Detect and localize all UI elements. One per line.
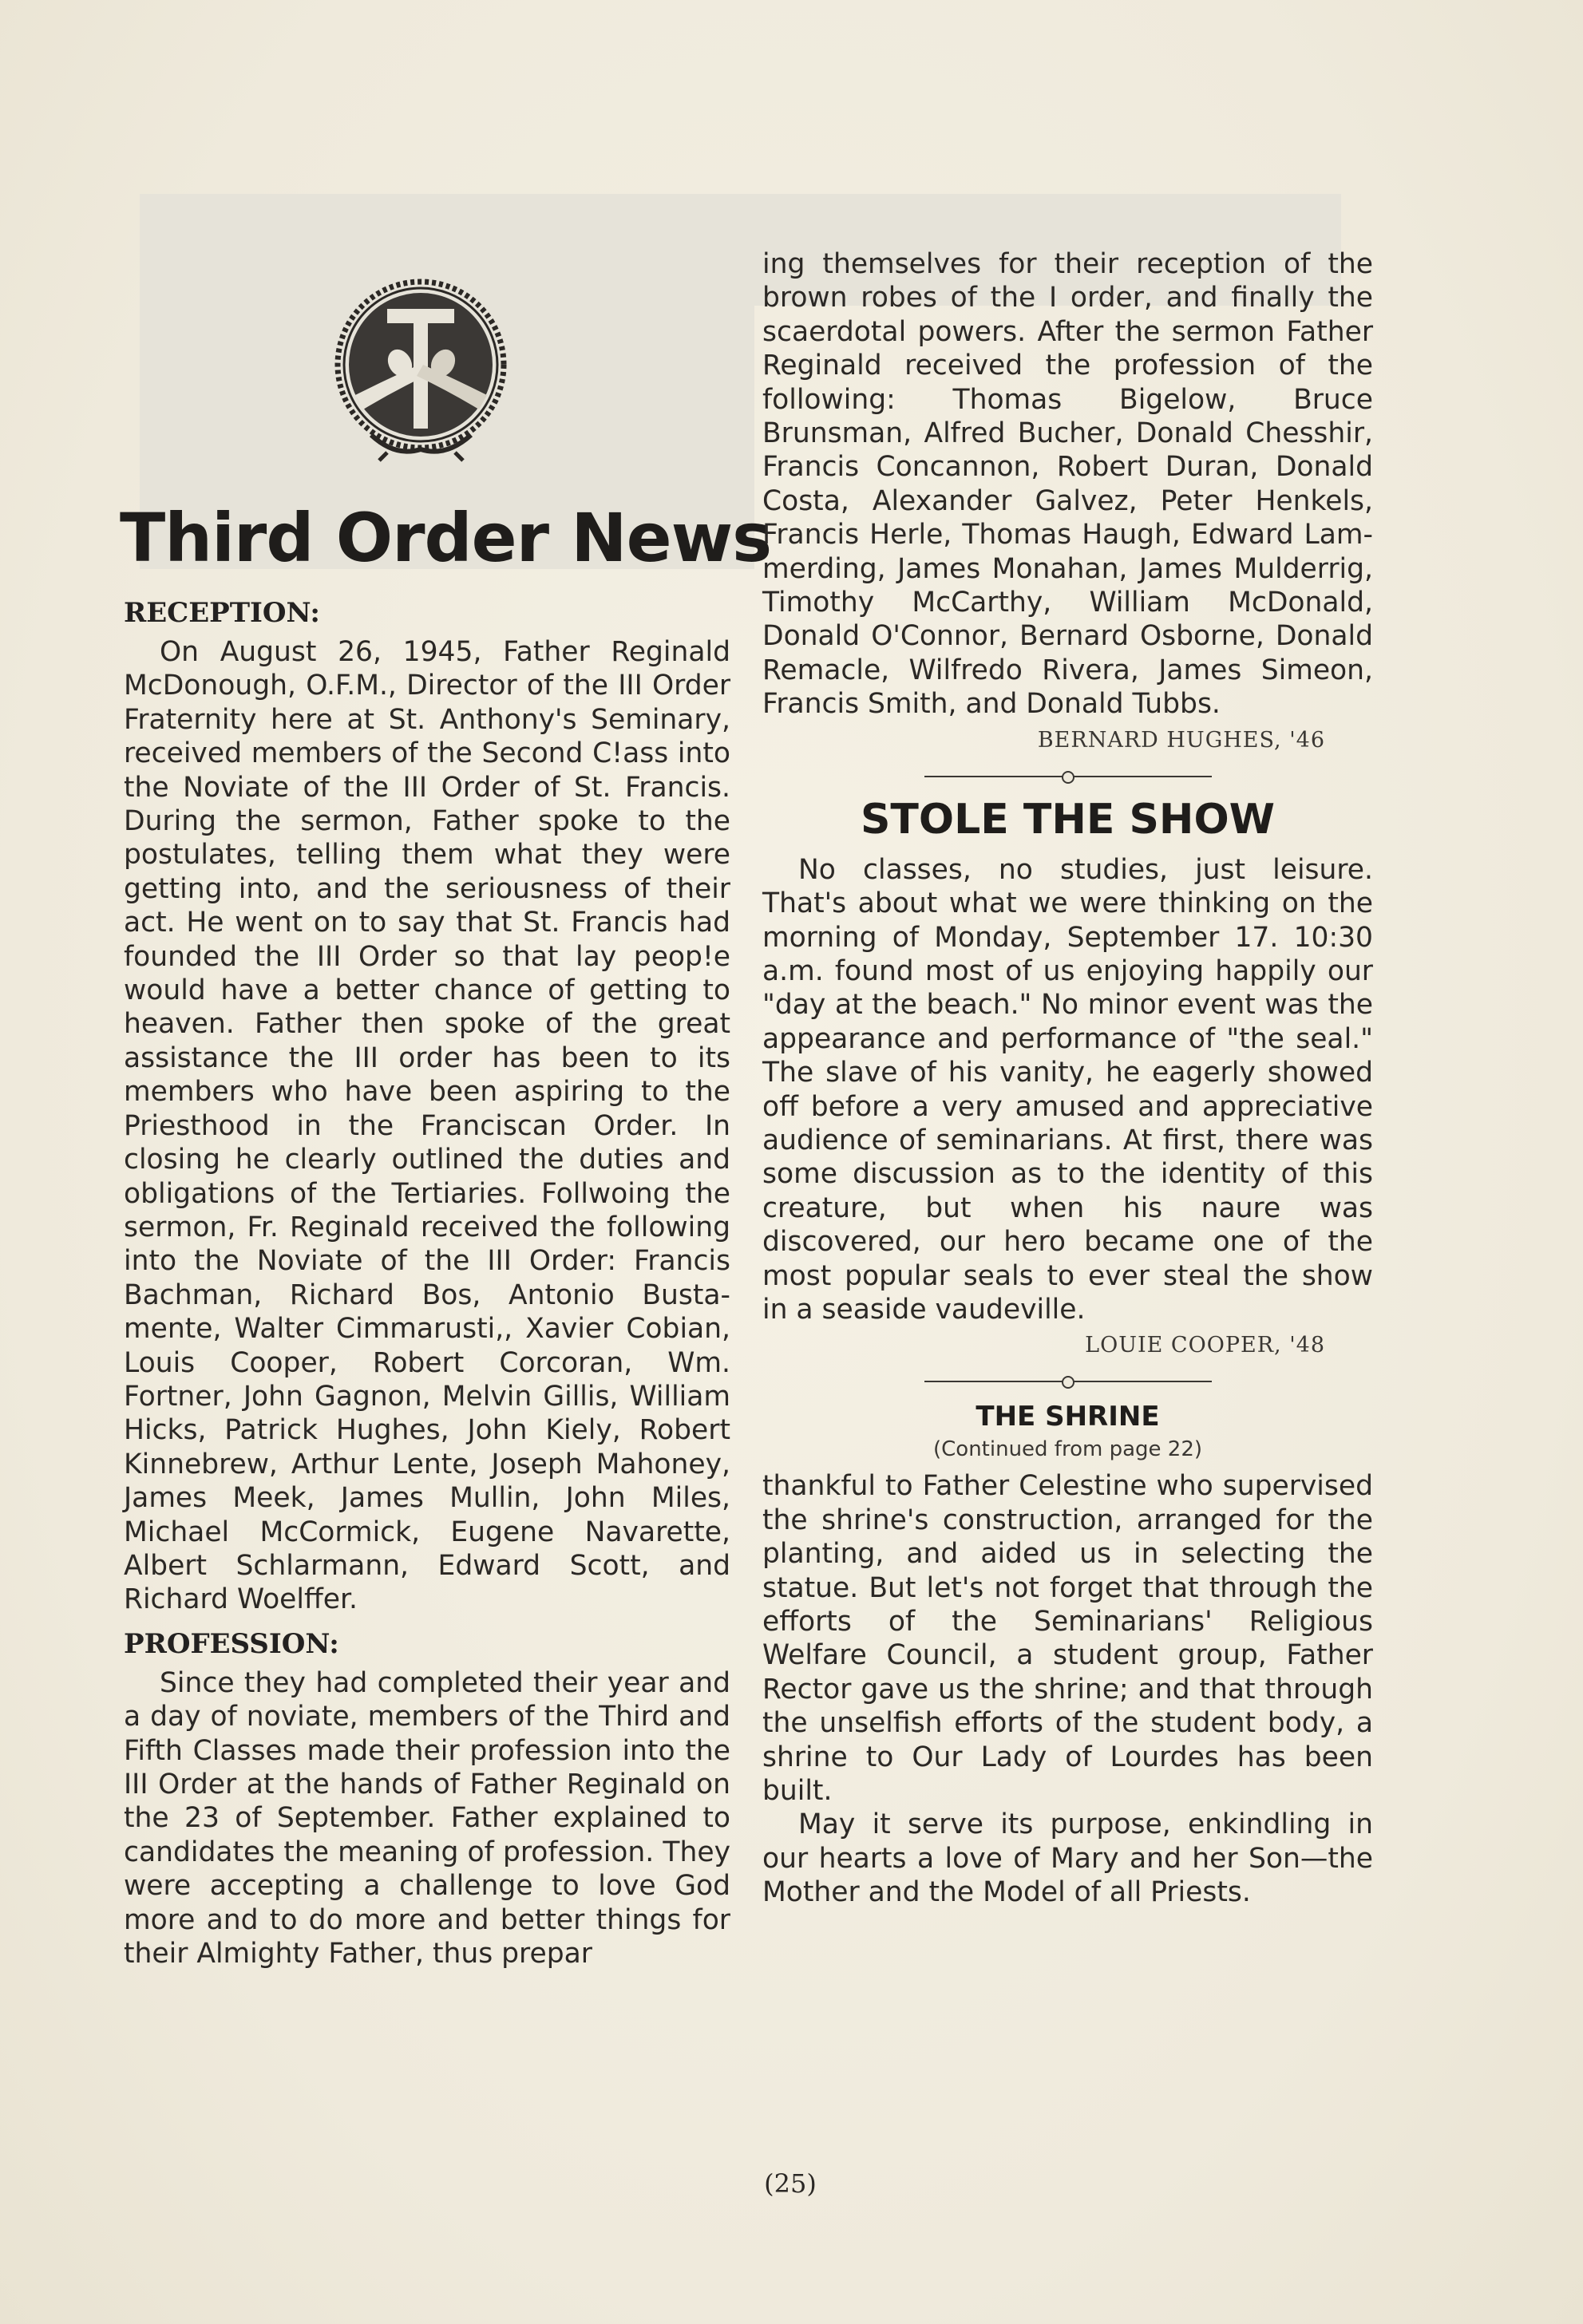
right-column	[762, 247, 1373, 1910]
profession-heading: PROFESSION:	[124, 1627, 339, 1660]
profession-text: Since they had completed their year and a day of noviate, members of the Third and Fifth Classes made their profession into the III Order at the hands of Father Reginald on the 23 of September. Father explained to candidates the meaning of profession. They were accepting a challenge to love God more and to do more and better things for their Almighty Father, thus prepar	[124, 1666, 730, 1970]
shrine-closing-text: May it serve its purpose, enkindling in our hearts a love of Mary and her Son—the Mother and the Model of all Priests.	[762, 1808, 1373, 1909]
reception-text: On August 26, 1945, Father Reginald McDonough, O.F.M., Director of the III Order Fraternity here at St. Anthony's Seminary, received members of the Second C!ass into the Noviate of the III Order of St. Francis. During the sermon, Father spoke to the postulates, telling them what they were getting into, and the seriousness of their act. He went on to say that St. Francis had founded the III Order so that lay peop!e would have a better chance of getting to heaven. Father then spoke of the great assistance the III order has been to its members who have been aspiring to the Priesthood in the Franciscan Order. In closing he clearly outlined the duties and obligations of the Tertiaries. Follwoing the sermon, Fr. Reginald received the following into the Noviate of the III Order: Francis Bachman, Richard Bos, Antonio Bustamente, Walter Cimmarusti,, Xavier Cobian, Louis Cooper, Robert Corcoran, Wm. Fortner, John Gagnon, Melvin Gillis, William Hicks, Patrick Hughes, John Kiely, Robert Kinnebrew, Arthur Lente, Joseph Mahoney, James Meek, James Mullin, John Miles, Michael McCormick, Eugene Navarette, Albert Schlarmann, Edward Scott, and Richard Woelffer.	[124, 636, 730, 1616]
reception-heading: RECEPTION:	[124, 597, 320, 629]
stole-the-show-text: No classes, no studies, just leisure. That's about what we were thinking on the morning of Monday, September 17. 10:30 a.m. found most of us enjoying happily our "day at the beach." No minor event was the appearance and performance of "the seal." The slave of his vanity, he eagerly showed off before a very amused and appreciative audience of seminarians. At first, there was some discussion as to the identity of this creature, but when his naure was discovered, our hero became one of the most popular seals to ever steal the show in a seaside vaudeville.	[762, 853, 1373, 1326]
stole-the-show-signature: LOUIE COOPER, '48	[1085, 1333, 1325, 1358]
shrine-title: THE SHRINE	[976, 1401, 1160, 1433]
section-divider	[924, 1373, 1212, 1389]
shrine-continued-note: (Continued from page 22)	[932, 1437, 1203, 1462]
page-number: (25)	[764, 2168, 817, 2199]
page-title: Third Order News	[120, 499, 772, 577]
shrine-text: thankful to Father Celestine who supervised the shrine's construction, arranged for the planting, and aided us in selecting the statue. But let's not forget that through the efforts of the Seminarians' Religious Welfare Council, a student group, Father Rector gave us the shrine; and that through the unselfish efforts of the student body, a shrine to Our Lady of Lourdes has been built.	[762, 1470, 1373, 1808]
profession-continuation: ing themselves for their reception of the brown robes of the I order, and finally the scaerdotal powers. After the sermon Father Reginald received the profession of the following: Thomas Bigelow, Bruce Brunsman, Alfred Bucher, Donald Chesshir, Francis Concannon, Robert Duran, Donald Costa, Alexander Galvez, Peter Henkels, Francis Herle, Thomas Haugh, Edward Lammerding, James Monahan, James Mulderrig, Timothy McCarthy, William McDonald, Donald O'Connor, Bernard Osborne, Donald Remacle, Wilfredo Rivera, James Simeon, Francis Smith, and Donald Tubbs.	[762, 248, 1373, 721]
section-divider	[924, 769, 1212, 785]
stole-the-show-title: STOLE THE SHOW	[860, 795, 1276, 844]
left-column	[124, 597, 730, 1970]
third-order-emblem-icon	[331, 275, 511, 463]
profession-signature: BERNARD HUGHES, '46	[1037, 727, 1325, 753]
